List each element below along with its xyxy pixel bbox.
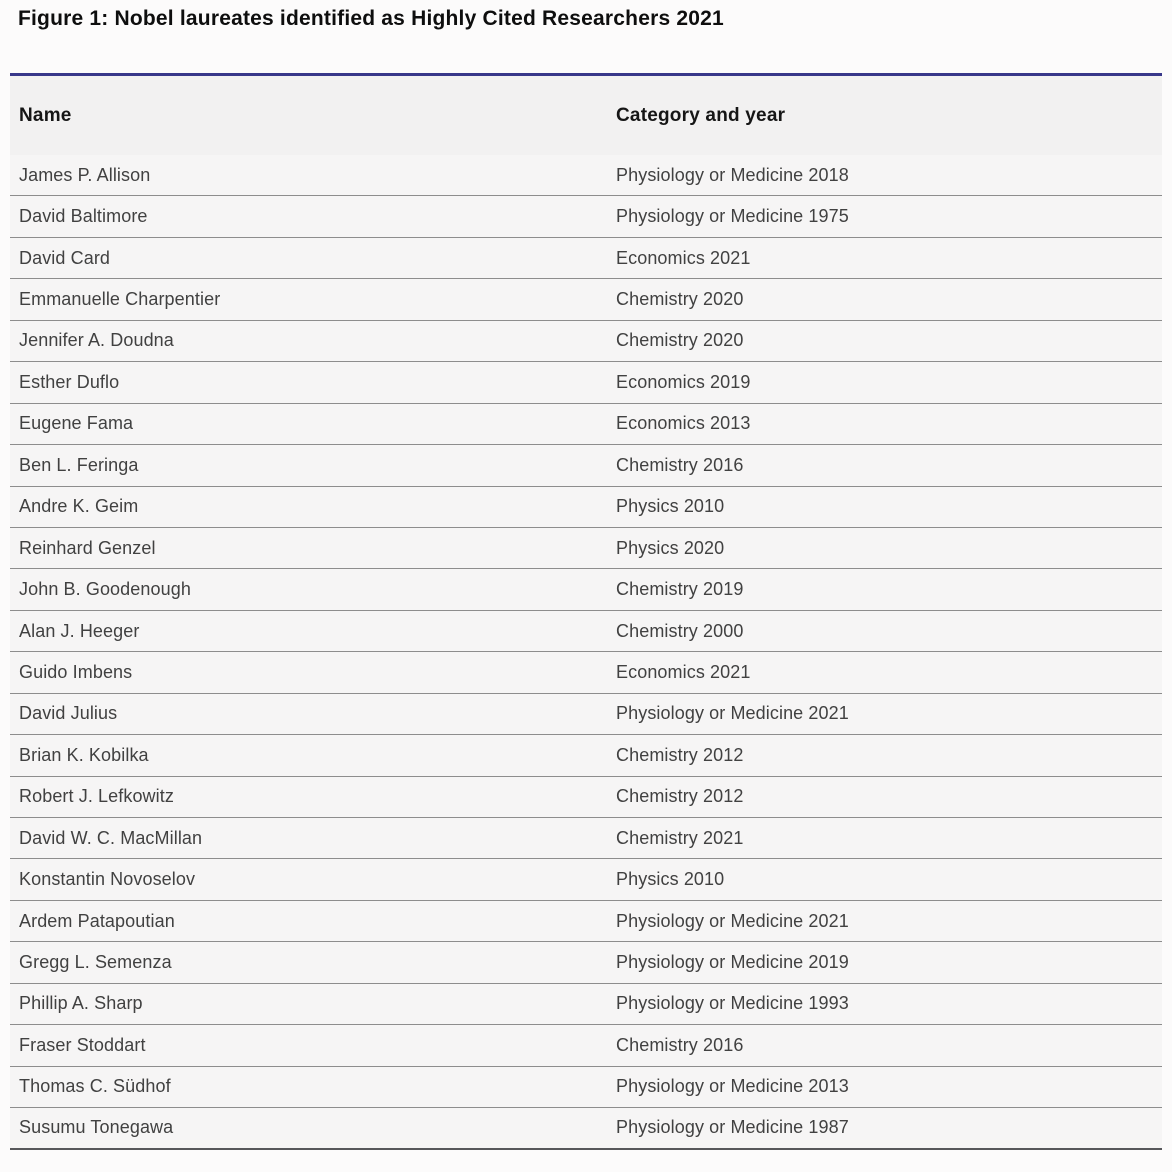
laureate-name-cell: Brian K. Kobilka	[19, 744, 149, 765]
table-row	[10, 901, 1162, 942]
table-row	[10, 404, 1162, 445]
table-row	[10, 777, 1162, 818]
laureate-name-cell: Gregg L. Semenza	[19, 952, 172, 973]
table-header-row	[10, 76, 1162, 155]
table-row	[10, 528, 1162, 569]
laureate-category-cell: Physics 2010	[616, 496, 725, 517]
table-row	[10, 942, 1162, 983]
laureate-category-cell: Physiology or Medicine 1975	[616, 206, 849, 227]
laureate-name-cell: Reinhard Genzel	[19, 537, 156, 558]
table-row	[10, 859, 1162, 900]
table-row	[10, 279, 1162, 320]
table-row	[10, 321, 1162, 362]
laureate-category-cell: Chemistry 2012	[616, 786, 744, 807]
table-row	[10, 1067, 1162, 1108]
laureate-category-cell: Physiology or Medicine 2021	[616, 703, 849, 724]
laureate-name-cell: Thomas C. Südhof	[19, 1076, 171, 1097]
laureate-name-cell: Fraser Stoddart	[19, 1034, 146, 1055]
laureate-category-cell: Chemistry 2019	[616, 579, 744, 600]
laureate-name-cell: Esther Duflo	[19, 371, 120, 392]
table-row	[10, 735, 1162, 776]
laureate-category-cell: Physiology or Medicine 2018	[616, 164, 849, 185]
laureate-name-cell: James P. Allison	[19, 164, 151, 185]
table-row	[10, 238, 1162, 279]
laureate-category-cell: Chemistry 2016	[616, 1034, 744, 1055]
laureate-category-cell: Economics 2013	[616, 413, 751, 434]
laureate-name-cell: Jennifer A. Doudna	[19, 330, 174, 351]
laureate-category-cell: Economics 2019	[616, 371, 751, 392]
table-row	[10, 196, 1162, 237]
laureate-category-cell: Physiology or Medicine 1993	[616, 993, 849, 1014]
laureate-name-cell: Ben L. Feringa	[19, 454, 139, 475]
laureate-category-cell: Physiology or Medicine 2013	[616, 1076, 849, 1097]
laureate-category-cell: Chemistry 2000	[616, 620, 744, 641]
table-row	[10, 611, 1162, 652]
laureate-category-cell: Economics 2021	[616, 661, 751, 682]
laureate-name-cell: Alan J. Heeger	[19, 620, 140, 641]
laureate-name-cell: Guido Imbens	[19, 661, 133, 682]
laureate-name-cell: Robert J. Lefkowitz	[19, 786, 174, 807]
laureate-name-cell: Emmanuelle Charpentier	[19, 289, 221, 310]
table-row	[10, 569, 1162, 610]
table-row	[10, 362, 1162, 403]
table-row	[10, 1108, 1162, 1149]
laureate-category-cell: Economics 2021	[616, 247, 751, 268]
laureate-name-cell: David W. C. MacMillan	[19, 827, 203, 848]
column-header-category-year: Category and year	[616, 104, 786, 126]
laureate-category-cell: Chemistry 2020	[616, 289, 744, 310]
table-row	[10, 984, 1162, 1025]
laureates-table	[10, 76, 1162, 1150]
laureate-name-cell: David Card	[19, 247, 111, 268]
laureate-category-cell: Physiology or Medicine 2021	[616, 910, 849, 931]
table-body	[10, 155, 1162, 1150]
table-row	[10, 445, 1162, 486]
laureate-category-cell: Physiology or Medicine 2019	[616, 952, 849, 973]
table-row	[10, 487, 1162, 528]
laureate-name-cell: Andre K. Geim	[19, 496, 139, 517]
laureate-category-cell: Physics 2010	[616, 869, 725, 890]
laureate-name-cell: Eugene Fama	[19, 413, 134, 434]
laureate-name-cell: Ardem Patapoutian	[19, 910, 175, 931]
laureate-name-cell: Susumu Tonegawa	[19, 1117, 174, 1138]
table-row	[10, 652, 1162, 693]
laureate-name-cell: David Baltimore	[19, 206, 148, 227]
laureate-name-cell: Phillip A. Sharp	[19, 993, 143, 1014]
laureate-name-cell: John B. Goodenough	[19, 579, 191, 600]
laureate-category-cell: Physics 2020	[616, 537, 725, 558]
laureate-name-cell: Konstantin Novoselov	[19, 869, 196, 890]
laureate-category-cell: Chemistry 2012	[616, 744, 744, 765]
laureate-category-cell: Chemistry 2020	[616, 330, 744, 351]
column-header-name: Name	[19, 104, 72, 126]
table-row	[10, 155, 1162, 196]
table-row	[10, 694, 1162, 735]
laureate-category-cell: Chemistry 2021	[616, 827, 744, 848]
laureate-category-cell: Physiology or Medicine 1987	[616, 1117, 849, 1138]
laureate-category-cell: Chemistry 2016	[616, 454, 744, 475]
figure-title: Figure 1: Nobel laureates identified as Highly Cited Researchers 2021	[18, 7, 724, 30]
table-row	[10, 818, 1162, 859]
table-row	[10, 1025, 1162, 1066]
laureate-name-cell: David Julius	[19, 703, 118, 724]
